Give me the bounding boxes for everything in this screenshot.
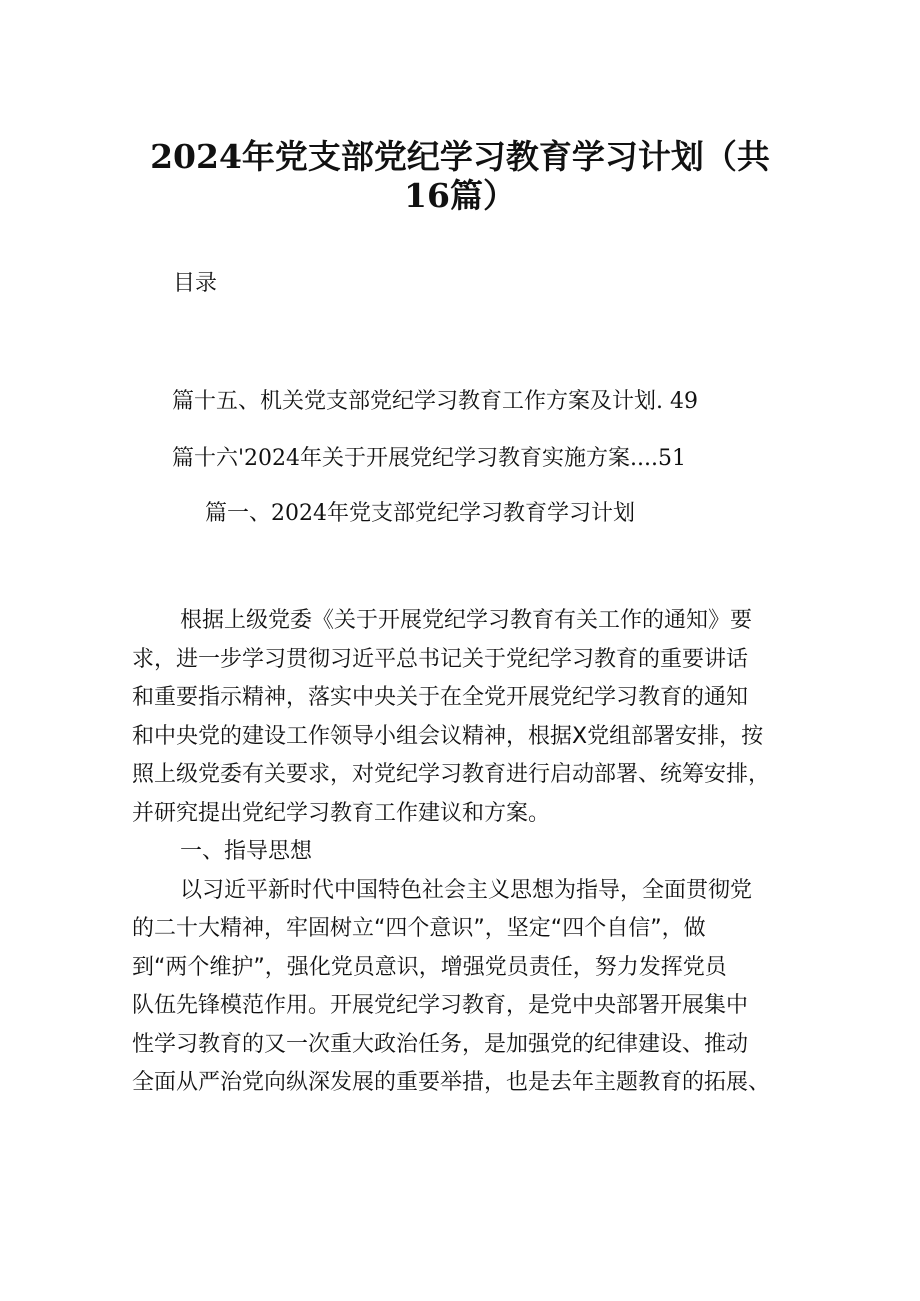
body-paragraphs [132, 602, 796, 1103]
body-line: 的二十大精神，牢固树立“四个意识”，坚定“四个自信”，做 [132, 916, 706, 941]
body-line: 求，进一步学习贯彻习近平总书记关于党纪学习教育的重要讲话 [132, 646, 749, 672]
body-line: 根据上级党委《关于开展党纪学习教育有关工作的通知》要 [180, 608, 753, 633]
body-line: 和中央党的建设工作领导小组会议精神，根据X党组部署安排，按 [132, 723, 764, 749]
subsection-heading: 一、指导思想 [180, 839, 313, 864]
document-title-line-2: 16篇） [404, 176, 516, 215]
body-line: 照上级党委有关要求，对党纪学习教育进行启动部署、统筹安排， [132, 762, 771, 787]
body-line: 全面从严治党向纵深发展的重要举措，也是去年主题教育的拓展、 [132, 1070, 771, 1095]
toc-entry[interactable]: 篇十六'2024年关于开展党纪学习教育实施方案....51 [172, 446, 687, 471]
section-heading: 篇一、2024年党支部党纪学习教育学习计划 [205, 501, 635, 526]
body-line: 和重要指示精神，落实中央关于在全党开展党纪学习教育的通知 [132, 685, 749, 710]
body-line: 以习近平新时代中国特色社会主义思想为指导，全面贯彻党 [180, 877, 753, 903]
body-line: 队伍先锋模范作用。开展党纪学习教育，是党中央部署开展集中 [132, 993, 749, 1018]
body-line: 并研究提出党纪学习教育工作建议和方案。 [132, 800, 551, 826]
document-title-line-1: 2024年党支部党纪学习教育学习计划（共 [150, 137, 770, 176]
toc-entry[interactable]: 篇十五、机关党支部党纪学习教育工作方案及计划. 49 [172, 389, 698, 414]
toc-label: 目录 [173, 271, 218, 296]
body-line: 到“两个维护”，强化党员意识，增强党员责任，努力发挥党员 [132, 954, 727, 980]
body-line: 性学习教育的又一次重大政治任务，是加强党的纪律建设、推动 [132, 1031, 749, 1057]
